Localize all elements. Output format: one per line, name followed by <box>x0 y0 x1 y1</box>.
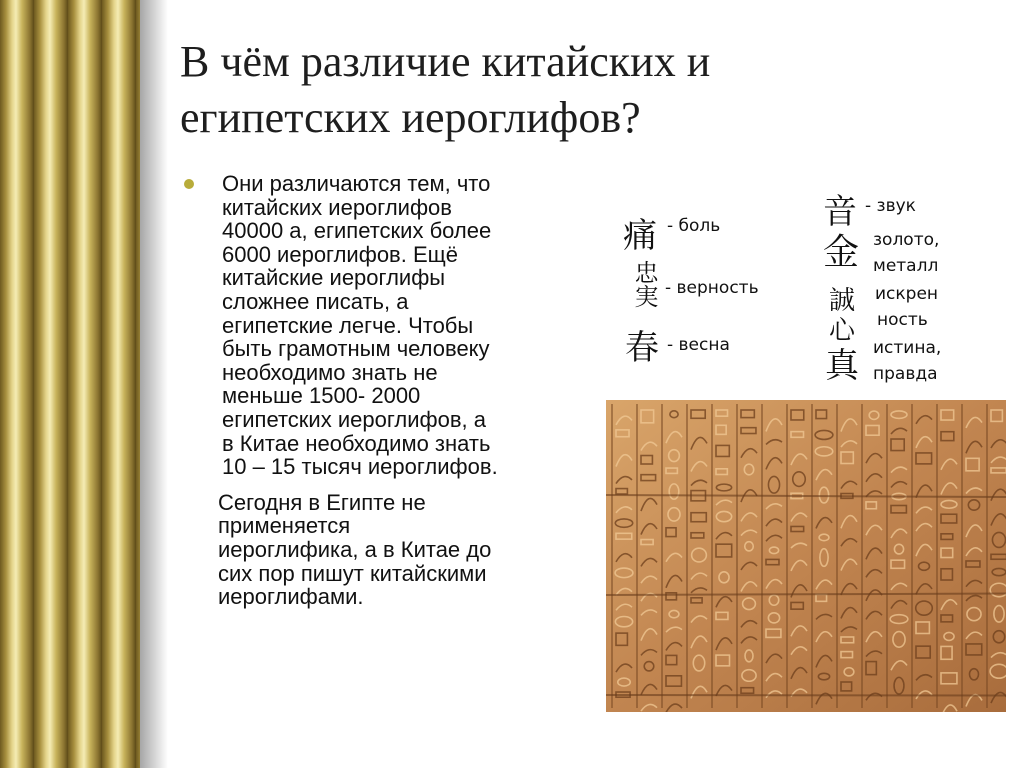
stone-seam <box>606 695 1006 696</box>
body-line: 40000 а, египетских более <box>222 218 492 244</box>
character-loyalty: 忠実 <box>630 260 658 308</box>
meaning-spring: - весна <box>667 335 730 355</box>
meaning-sincerity-1: искрен <box>875 284 939 304</box>
bullet-paragraph <box>182 172 592 479</box>
character-sincerity-2: 心 <box>829 316 856 346</box>
character-sound: 音 <box>823 192 857 232</box>
meaning-pain: - боль <box>667 216 721 236</box>
body-line: сих пор пишут китайскими <box>218 560 487 586</box>
meaning-sound: - звук <box>865 196 916 216</box>
meaning-sincerity-2: ность <box>877 310 928 330</box>
column-shadow <box>140 0 168 768</box>
body-line: 10 – 15 тысяч иероглифов. <box>222 454 498 480</box>
title-line-2: египетских иероглифов? <box>180 93 641 142</box>
body-line: китайские иероглифы <box>222 265 446 291</box>
body-line: сложнее писать, а <box>222 288 409 314</box>
body-line: Сегодня в Египте не <box>218 489 426 515</box>
body-line: 6000 иероглифов. Ещё <box>222 241 458 267</box>
bullet-icon <box>184 179 194 189</box>
body-line: египетские легче. Чтобы <box>222 312 474 338</box>
slide-title <box>180 34 880 146</box>
meaning-loyalty: - верность <box>665 278 759 298</box>
character-sincerity-1: 誠 <box>829 286 856 316</box>
title-line-1: В чём различие китайских и <box>180 37 711 86</box>
body-line: применяется <box>218 513 351 539</box>
body-line: китайских иероглифов <box>222 194 452 220</box>
character-pain: 痛 <box>623 216 657 256</box>
meaning-metal: металл <box>873 256 939 276</box>
body-line: быть грамотным человеку <box>222 336 490 362</box>
body-line: необходимо знать не <box>222 359 438 385</box>
slide-body <box>182 172 592 609</box>
character-truth: 真 <box>825 346 859 386</box>
chinese-characters-chart <box>615 180 960 390</box>
body-line: в Китае необходимо знать <box>222 430 491 456</box>
body-line: египетских иероглифов, а <box>222 406 486 432</box>
meaning-truth: истина, <box>873 338 942 358</box>
character-gold: 金 <box>823 232 860 273</box>
decorative-column <box>0 0 140 768</box>
body-line: иероглифика, а в Китае до <box>218 536 492 562</box>
character-spring: 春 <box>625 328 659 368</box>
body-line: меньше 1500- 2000 <box>222 383 421 409</box>
body-line: иероглифами. <box>218 584 364 610</box>
body-line: Они различаются тем, что <box>222 171 491 196</box>
meaning-gold: золото, <box>873 230 940 250</box>
meaning-truth-2: правда <box>873 364 938 384</box>
egyptian-hieroglyphs-photo <box>606 400 1006 712</box>
second-paragraph <box>182 491 592 609</box>
